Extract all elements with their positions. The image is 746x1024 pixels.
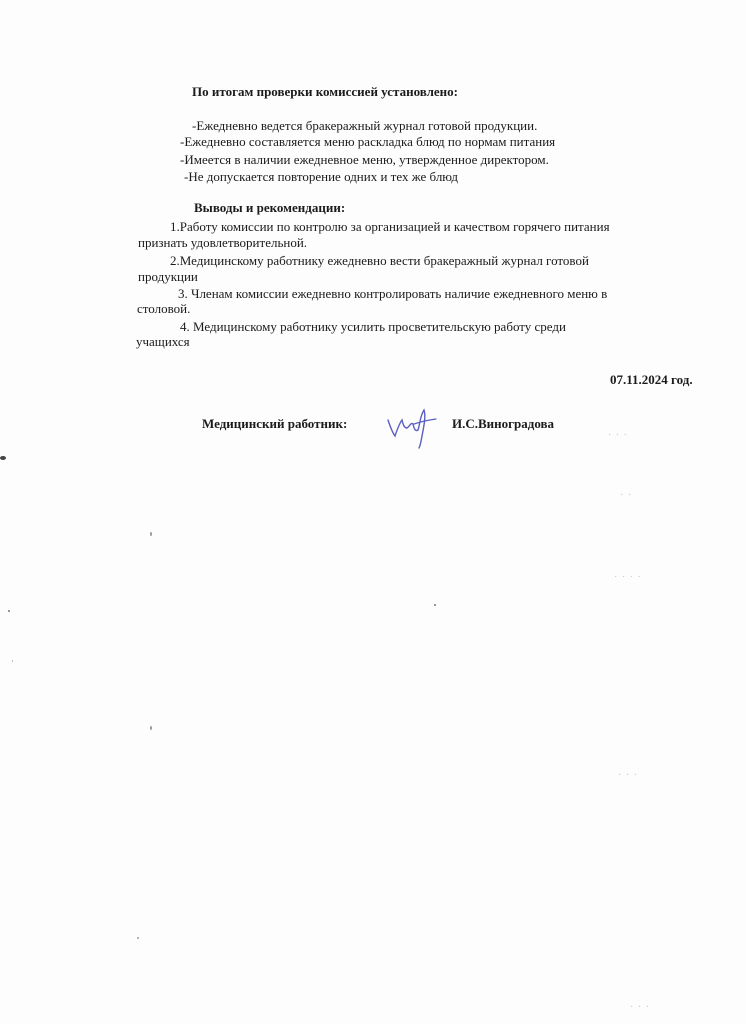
bleed-through-mark: · · · · [614,572,642,583]
findings-heading: По итогам проверки комиссией установлено: [192,84,458,99]
scan-speck [8,610,10,612]
finding-3: -Имеется в наличии ежедневное меню, утвержденное директором. [180,152,549,167]
bleed-through-mark: · · · [618,770,638,781]
bleed-through-mark: · · [620,490,633,501]
signature-role: Медицинский работник: [202,416,348,431]
scan-speck [434,604,436,606]
signature-scribble-icon [384,402,444,452]
scan-speck [137,937,139,939]
scan-speck [150,532,152,536]
recommendation-1-line-2: признать удовлетворительной. [138,235,308,250]
recommendation-3-line-2: столовой. [137,301,191,316]
signature-name: И.С.Виноградова [452,416,555,431]
recommendation-4-line-2: учащихся [136,334,190,349]
recommendation-2-line-2: продукции [138,269,198,284]
bleed-through-mark: · · · [608,430,628,441]
scan-speck [150,726,152,730]
document-date: 07.11.2024 год. [610,372,693,387]
scan-speck [12,660,13,662]
recommendation-1-line-1: 1.Работу комиссии по контролю за организацией и качеством горячего питания [170,219,610,234]
finding-2: -Ежедневно составляется меню раскладка блюд по нормам питания [180,134,556,149]
finding-4: -Не допускается повторение одних и тех же блюд [184,169,458,184]
recommendation-3-line-1: 3. Членам комиссии ежедневно контролировать наличие ежедневного меню в [178,286,608,301]
scan-speck [0,456,6,460]
bleed-through-mark: · · · [630,1002,650,1013]
conclusions-heading: Выводы и рекомендации: [194,200,346,215]
recommendation-4-line-1: 4. Медицинскому работнику усилить просветительскую работу среди [180,319,566,334]
recommendation-2-line-1: 2.Медицинскому работнику ежедневно вести бракеражный журнал готовой [170,253,589,268]
finding-1: -Ежедневно ведется бракеражный журнал готовой продукции. [192,118,538,133]
